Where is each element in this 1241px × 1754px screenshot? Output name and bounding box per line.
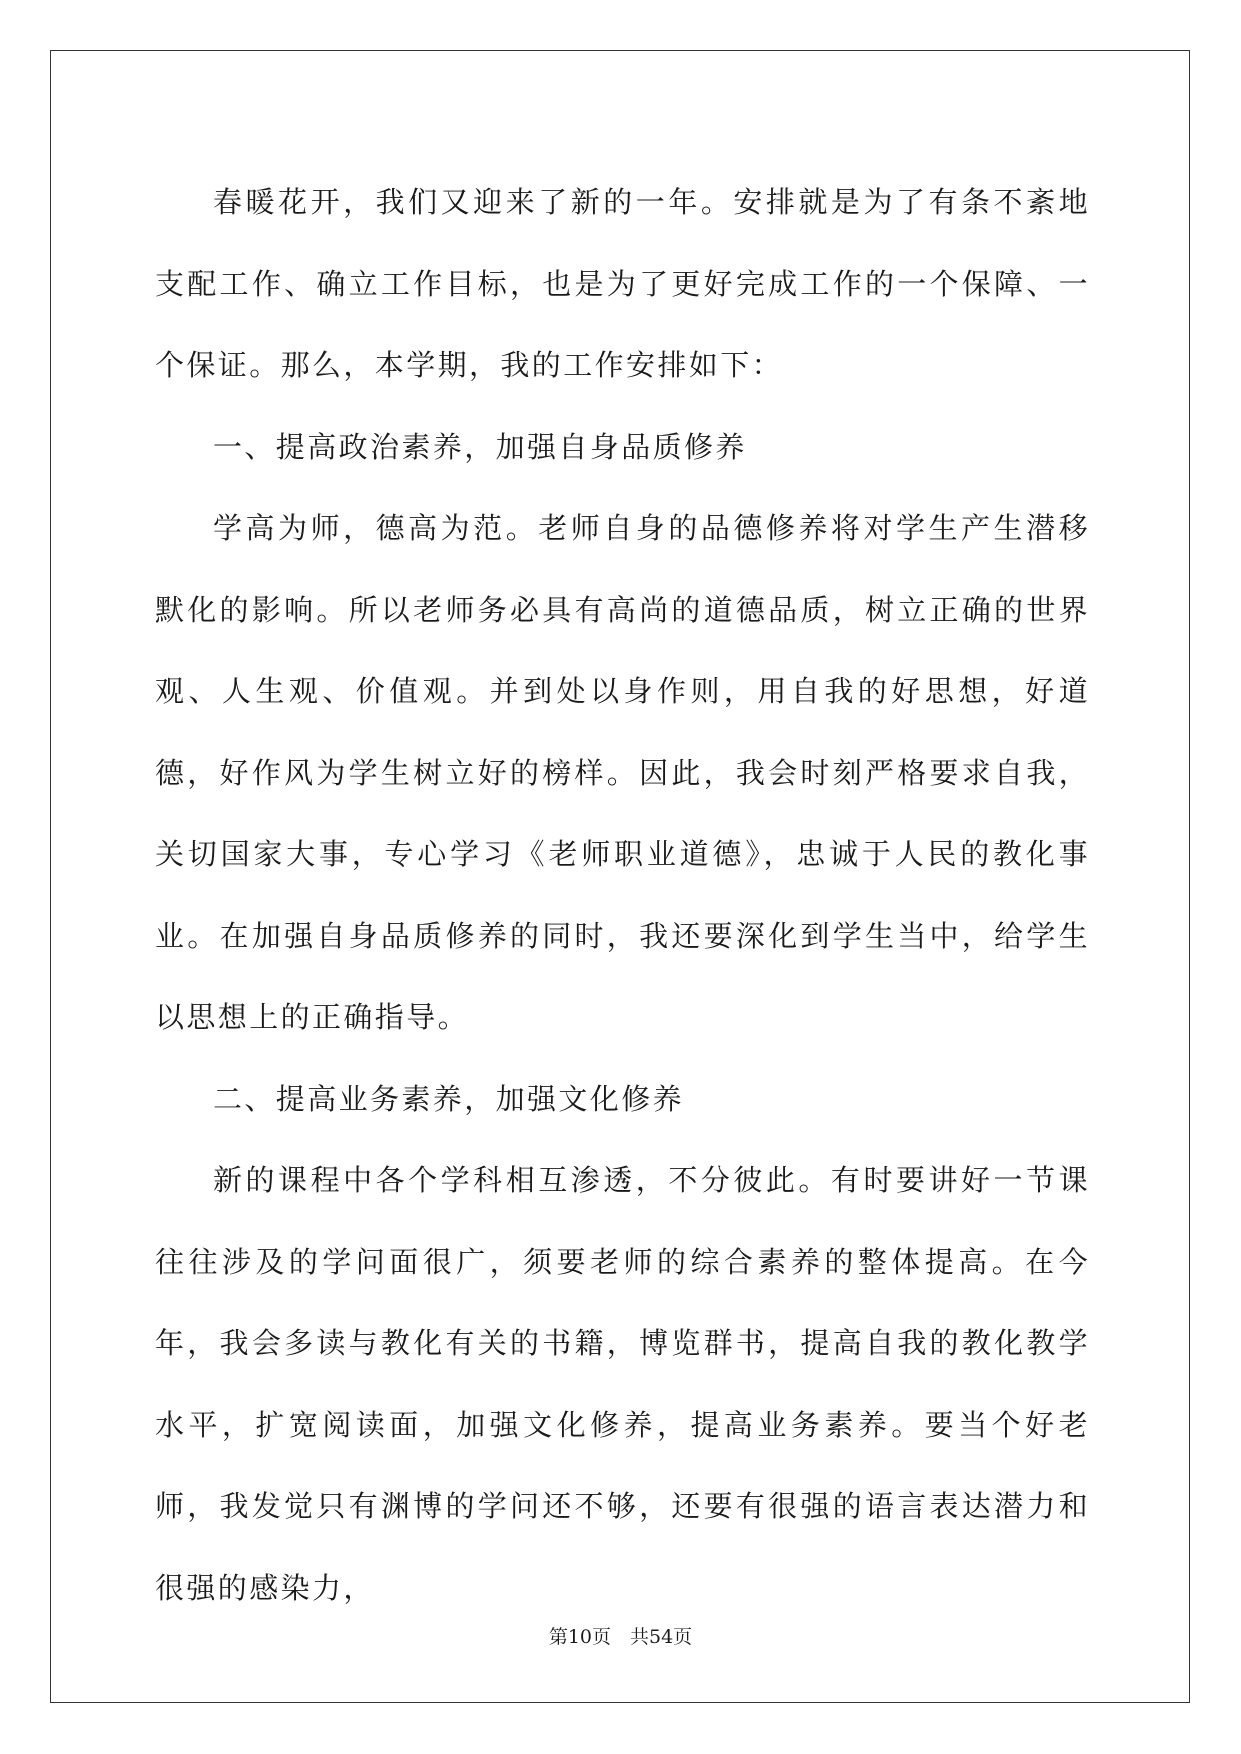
section-heading-2: 二、提高业务素养，加强文化修养 bbox=[213, 1081, 685, 1116]
paragraph-section-2: 新的课程中各个学科相互渗透，不分彼此。有时要讲好一节课往往涉及的学问面很广，须要老师的综合素养的整体提高。在今年，我会多读与教化有关的书籍，博览群书，提高自我的教化教学水平，扩宽阅读面，加强文化修养，提高业务素养。要当个好老师，我发觉只有渊博的学问还不够，还要有很强的语言表达潜力和很强的感染力， bbox=[155, 1163, 1090, 1605]
section-heading-1: 一、提高政治素养，加强自身品质修养 bbox=[213, 429, 747, 464]
page-number-footer: 第10页 共54页 bbox=[548, 1626, 693, 1648]
paragraph-section-1: 学高为师，德高为范。老师自身的品德修养将对学生产生潜移默化的影响。所以老师务必具有高尚的道德品质，树立正确的世界观、人生观、价值观。并到处以身作则，用自我的好思想，好道德，好作风为学生树立好的榜样。因此，我会时刻严格要求自我，关切国家大事，专心学习《老师职业道德》，忠诚于人民的教化事业。在加强自身品质修养的同时，我还要深化到学生当中，给学生以思想上的正确指导。 bbox=[155, 511, 1090, 1034]
paragraph-intro: 春暖花开，我们又迎来了新的一年。安排就是为了有条不紊地支配工作、确立工作目标，也是为了更好完成工作的一个保障、一个保证。那么，本学期，我的工作安排如下： bbox=[155, 185, 1090, 382]
document-body bbox=[155, 162, 1090, 1629]
